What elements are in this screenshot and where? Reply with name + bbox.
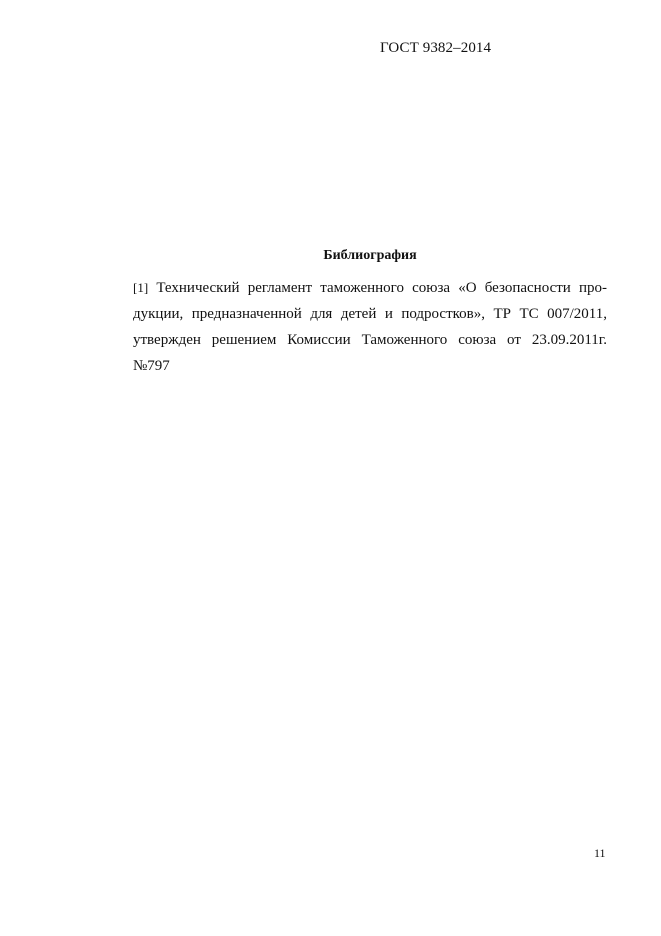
bibliography-entry-line-2: дукции, предназначенной для детей и подростков», ТР ТС 007/2011,: [133, 306, 607, 322]
page-number: 11: [594, 846, 606, 860]
reference-number: [1]: [133, 280, 149, 295]
bibliography-entry-text-1: Технический регламент таможенного союза «О безопасности про-: [156, 280, 607, 296]
bibliography-title: Библиография: [323, 248, 417, 263]
standard-code-header: ГОСТ 9382–2014: [380, 40, 492, 56]
bibliography-entry-line-4: №797: [133, 358, 170, 374]
bibliography-entry: [133, 275, 607, 379]
bibliography-entry-line-3: утвержден решением Комиссии Таможенного союза от 23.09.2011г.: [133, 332, 607, 348]
bibliography-entry-line-1: [133, 275, 607, 301]
